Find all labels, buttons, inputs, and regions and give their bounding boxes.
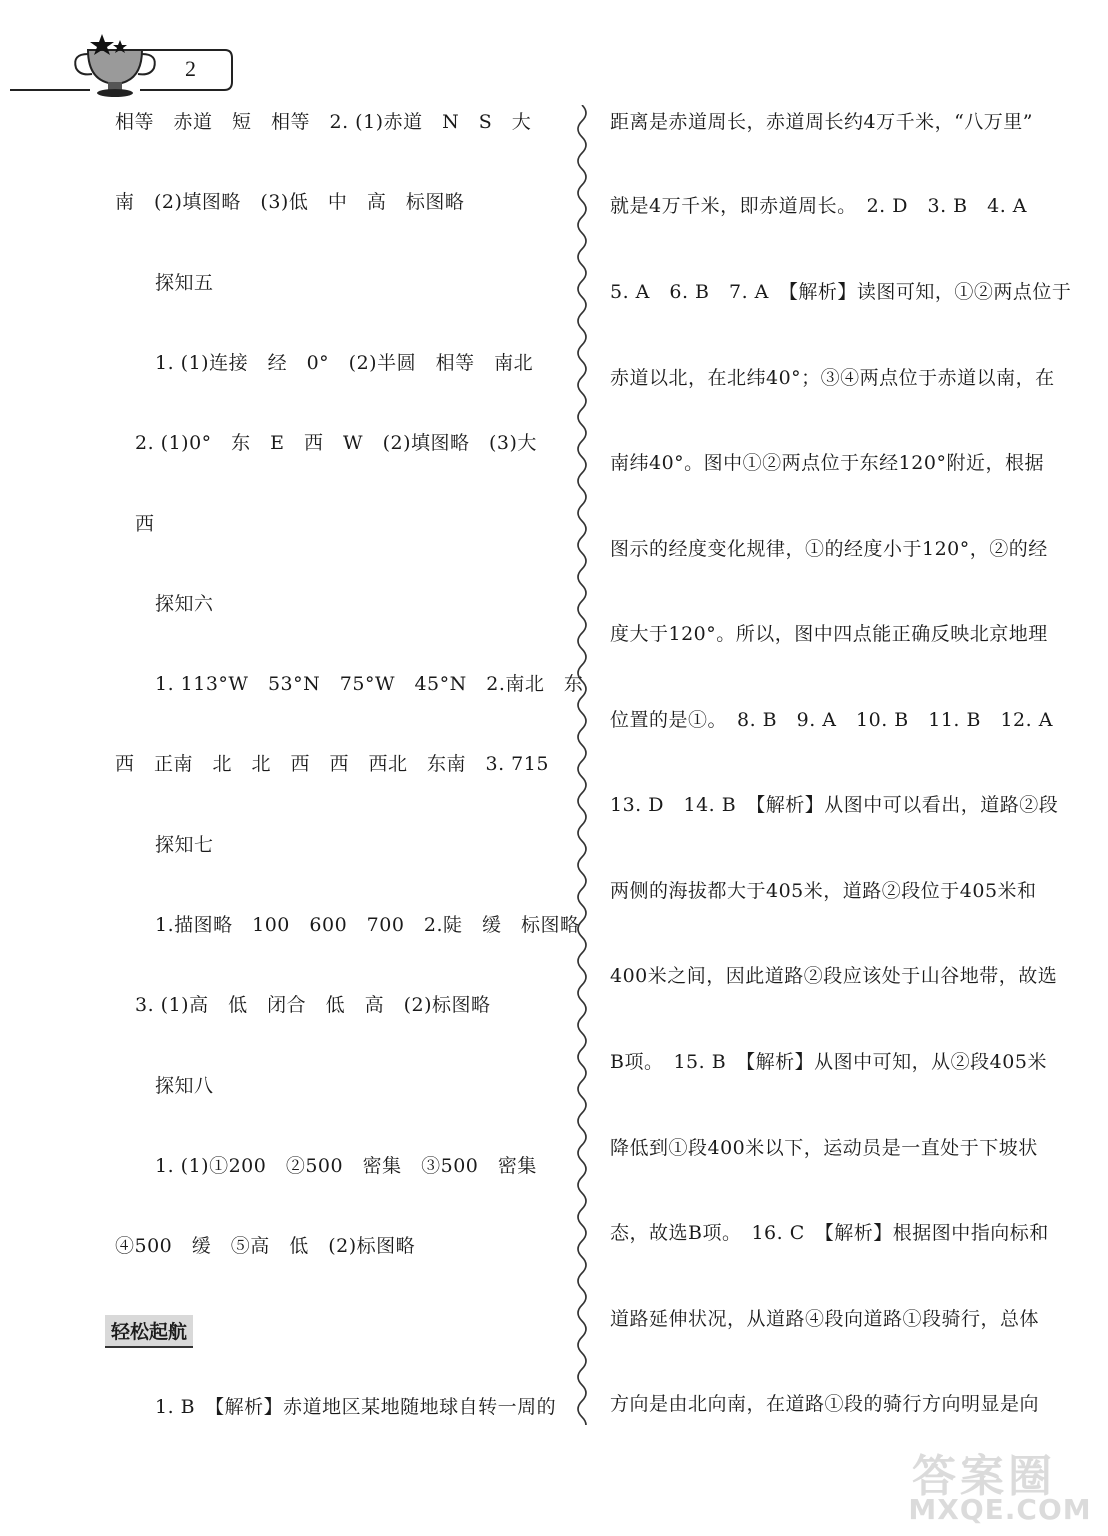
answer-line: 西 正南 北 北 西 西 西北 东南 3. 715 — [115, 753, 549, 775]
answer-line: 2. (1)0° 东 E 西 W (2)填图略 (3)大 — [135, 432, 537, 454]
answer-line: ④500 缓 ⑤高 低 (2)标图略 — [115, 1235, 416, 1257]
answer-line: 态，故选B项。 16. C 【解析】根据图中指向标和 — [610, 1222, 1049, 1244]
answer-line: 两侧的海拔都大于405米，道路②段位于405米和 — [610, 880, 1037, 902]
section-heading: 探知七 — [155, 834, 214, 856]
answer-line: 1.描图略 100 600 700 2.陡 缓 标图略 — [155, 914, 580, 936]
answer-line: 度大于120°。所以，图中四点能正确反映北京地理 — [610, 623, 1048, 645]
watermark — [900, 1440, 1100, 1530]
answer-line: 5. A 6. B 7. A 【解析】读图可知，①②两点位于 — [610, 281, 1072, 303]
answer-line: 3. (1)高 低 闭合 低 高 (2)标图略 — [135, 994, 491, 1016]
answer-line: 道路延伸状况，从道路④段向道路①段骑行，总体 — [610, 1308, 1040, 1330]
trophy-icon — [10, 20, 250, 120]
answer-line: 1. (1)连接 经 0° (2)半圆 相等 南北 — [155, 352, 534, 374]
watermark-url: MXQE.COM — [908, 1493, 1092, 1526]
answer-line: 降低到①段400米以下，运动员是一直处于下坡状 — [610, 1137, 1038, 1159]
page-header — [0, 0, 1108, 110]
wavy-divider — [570, 105, 594, 1425]
page-number: 2 — [185, 56, 196, 81]
answer-line: 400米之间，因此道路②段应该处于山谷地带，故选 — [610, 965, 1058, 987]
section-heading: 探知六 — [155, 593, 214, 615]
answer-line: 13. D 14. B 【解析】从图中可以看出，道路②段 — [610, 794, 1059, 816]
answer-line: 相等 赤道 短 相等 2. (1)赤道 N S 大 — [115, 111, 532, 133]
answer-line: 就是4万千米，即赤道周长。 2. D 3. B 4. A — [610, 195, 1028, 217]
answer-line: 西 — [135, 513, 155, 535]
answer-line: 1. B 【解析】赤道地区某地随地球自转一周的 — [155, 1396, 557, 1418]
watermark-logo: 答案圈 — [912, 1451, 1056, 1502]
answer-line: 南纬40°。图中①②两点位于东经120°附近，根据 — [610, 452, 1044, 474]
answer-line: 方向是由北向南，在道路①段的骑行方向明显是向 — [610, 1393, 1040, 1415]
answer-line: 距离是赤道周长，赤道周长约4万千米，“八万里” — [610, 111, 1034, 133]
answer-line: B项。 15. B 【解析】从图中可知，从②段405米 — [610, 1051, 1047, 1073]
answer-line: 图示的经度变化规律，①的经度小于120°，②的经 — [610, 538, 1048, 560]
answer-line: 位置的是①。 8. B 9. A 10. B 11. B 12. A — [610, 709, 1053, 731]
answer-line: 1. (1)①200 ②500 密集 ③500 密集 — [155, 1155, 537, 1177]
answer-line: 南 (2)填图略 (3)低 中 高 标图略 — [115, 191, 465, 213]
section-heading: 探知八 — [155, 1075, 214, 1097]
answer-line: 1. 113°W 53°N 75°W 45°N 2.南北 东 — [155, 673, 584, 695]
section-title: 轻松起航 — [105, 1315, 193, 1348]
section-heading: 探知五 — [155, 272, 214, 294]
answer-line: 赤道以北，在北纬40°；③④两点位于赤道以南，在 — [610, 367, 1055, 389]
